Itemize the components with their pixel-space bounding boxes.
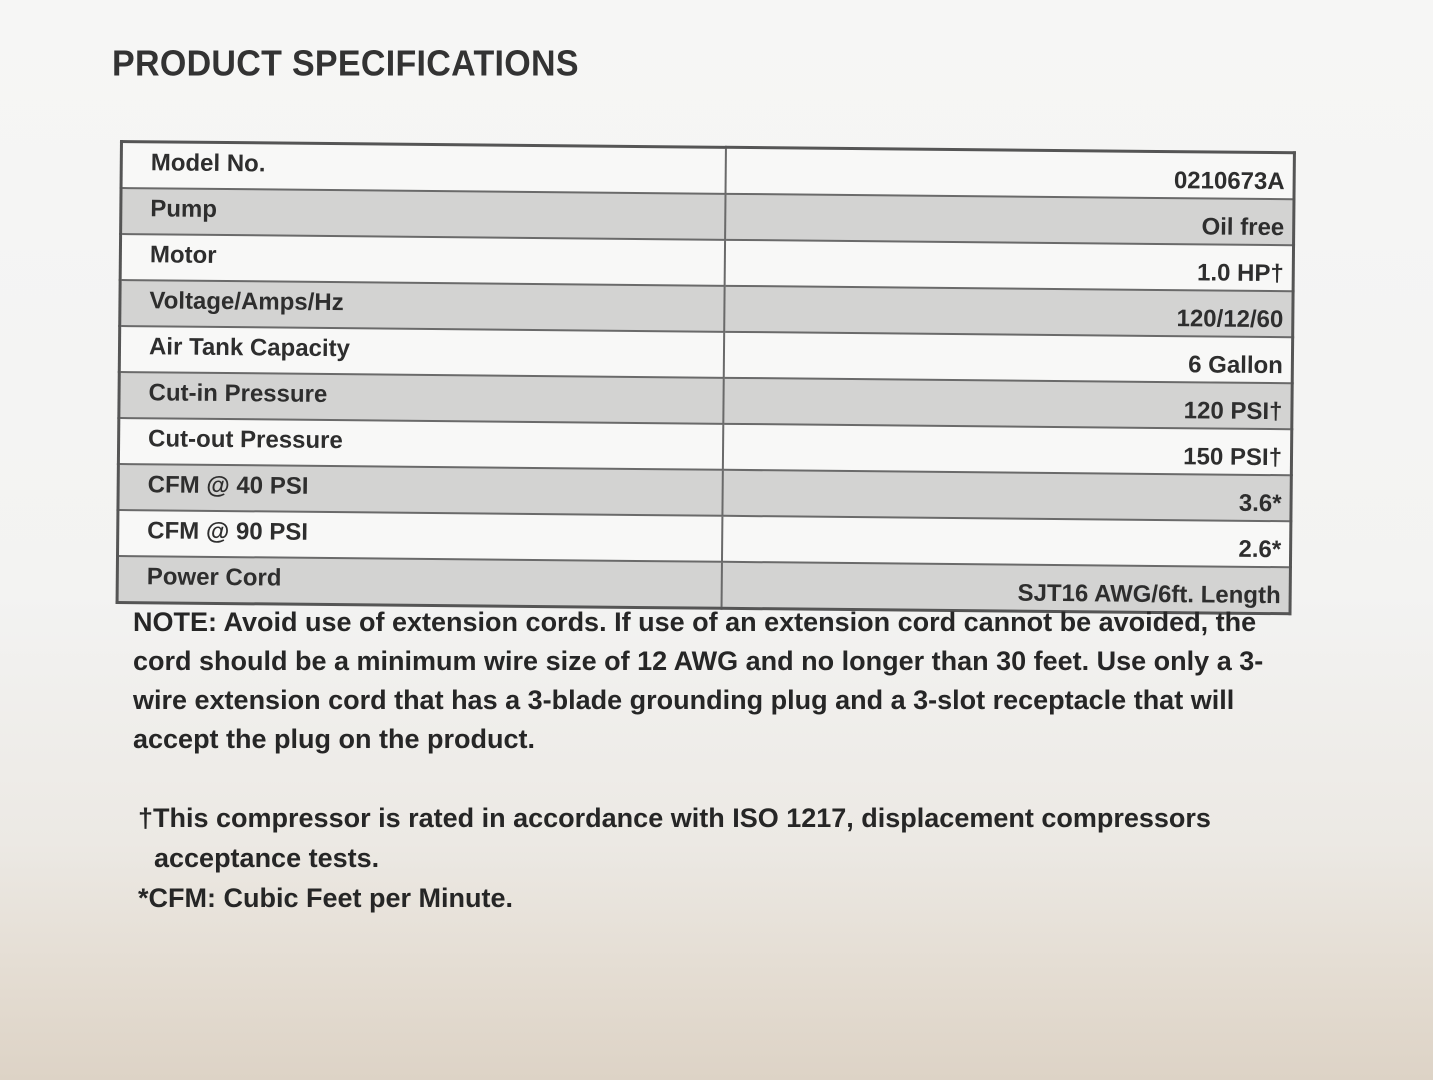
spec-label: Cut-in Pressure (119, 372, 724, 424)
spec-label: CFM @ 40 PSI (118, 464, 723, 516)
extension-cord-note (133, 603, 1313, 759)
footnotes (138, 798, 1288, 918)
spec-label: CFM @ 90 PSI (118, 510, 723, 562)
spec-value: 150 PSI† (723, 424, 1292, 475)
page-title: PRODUCT SPECIFICATIONS (112, 44, 579, 84)
spec-value: 120/12/60 (724, 286, 1293, 337)
spec-label: Voltage/Amps/Hz (120, 280, 725, 332)
spec-label: Motor (120, 234, 725, 286)
note-label: NOTE: (133, 607, 217, 637)
spec-value: 0210673A (726, 147, 1295, 199)
specifications-table (116, 140, 1296, 615)
spec-value: SJT16 AWG/6ft. Length (722, 562, 1291, 614)
note-text: Avoid use of extension cords. If use of an extension cord cannot be avoided, the cord should be a minimum wire size of 12 AWG and no longer than 30 feet. Use only a 3-wire extension cord that has a 3-blade grounding plug and a 3-slot receptacle that will accept the plug on the product. (133, 607, 1264, 754)
footnote-iso-rating-continued: acceptance tests. (154, 843, 380, 873)
spec-value: 1.0 HP† (725, 240, 1294, 291)
spec-label: Model No. (121, 142, 726, 194)
spec-value: 6 Gallon (724, 332, 1293, 383)
footnote-iso-rating: †This compressor is rated in accordance with ISO 1217, displacement compressors (138, 803, 1211, 833)
spec-value: Oil free (725, 194, 1294, 245)
spec-value: 3.6* (722, 470, 1291, 521)
spec-label: Cut-out Pressure (118, 418, 723, 470)
spec-label: Air Tank Capacity (119, 326, 724, 378)
spec-label: Pump (121, 188, 726, 240)
footnote-cfm-definition: *CFM: Cubic Feet per Minute. (138, 883, 514, 913)
spec-value: 120 PSI† (723, 378, 1292, 429)
spec-value: 2.6* (722, 516, 1291, 567)
spec-label: Power Cord (117, 556, 722, 608)
